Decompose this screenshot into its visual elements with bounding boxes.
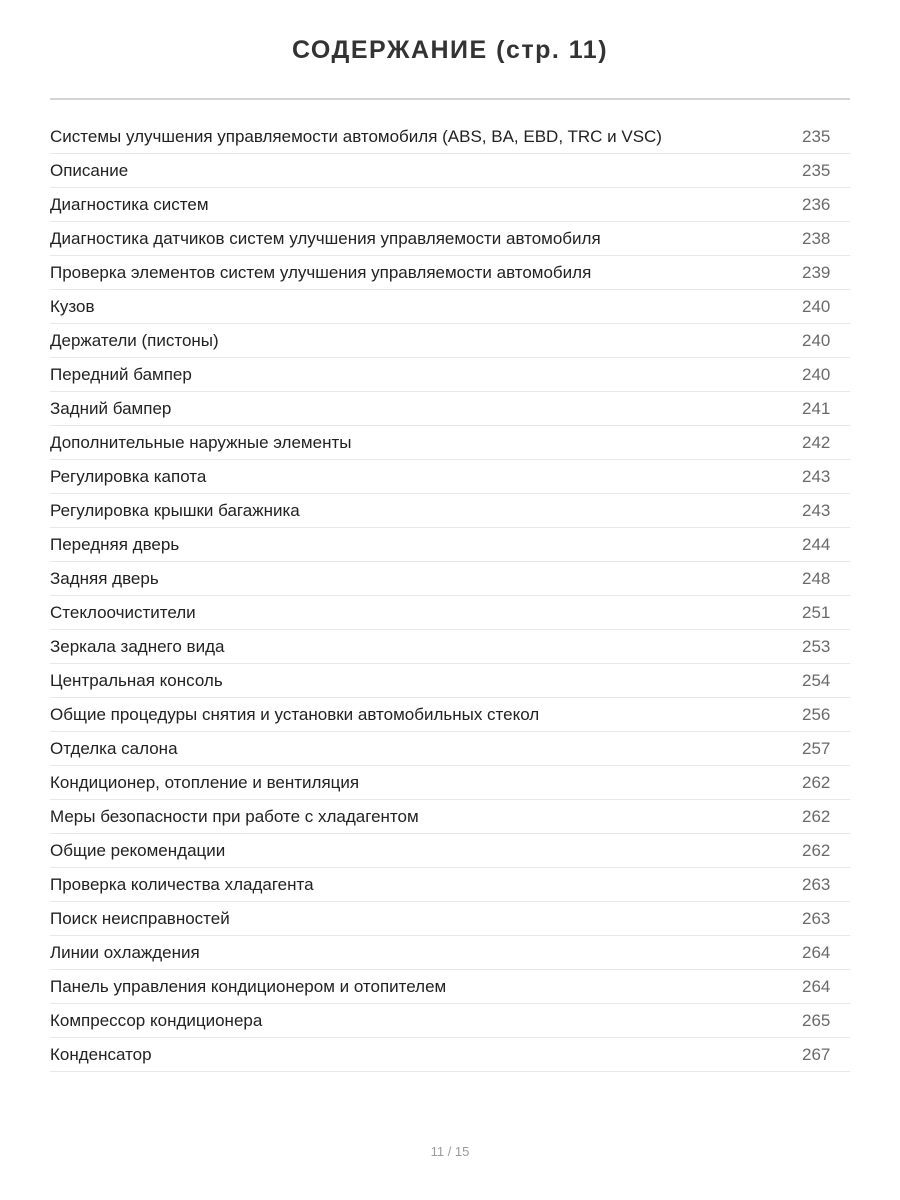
toc-entry-page: 251 bbox=[802, 602, 831, 622]
toc-entry-page: 235 bbox=[802, 160, 831, 180]
toc-entry-label: Конденсатор bbox=[50, 1044, 152, 1064]
toc-entry[interactable] bbox=[50, 256, 850, 290]
page-title: СОДЕРЖАНИЕ (стр. 11) bbox=[291, 36, 609, 64]
toc-entry-page: 239 bbox=[802, 262, 831, 282]
toc-entry-label: Регулировка капота bbox=[50, 466, 207, 486]
toc-entry[interactable] bbox=[50, 120, 850, 154]
toc-entry-label: Передний бампер bbox=[50, 364, 192, 384]
toc-entry-label: Диагностика датчиков систем улучшения управляемости автомобиля bbox=[50, 228, 601, 248]
toc-entry[interactable] bbox=[50, 1038, 850, 1072]
toc-entry-page: 267 bbox=[802, 1044, 831, 1064]
toc-entry-label: Держатели (пистоны) bbox=[50, 330, 219, 350]
toc-entry-page: 240 bbox=[802, 330, 831, 350]
toc-entry-label: Компрессор кондиционера bbox=[50, 1010, 263, 1030]
toc-entry-page: 265 bbox=[802, 1010, 831, 1030]
toc-entry-page: 236 bbox=[802, 194, 831, 214]
toc-entry-label: Кондиционер, отопление и вентиляция bbox=[50, 772, 360, 792]
toc-entry[interactable] bbox=[50, 936, 850, 970]
toc-entry[interactable] bbox=[50, 732, 850, 766]
toc-entry-label: Стеклоочистители bbox=[50, 602, 196, 622]
toc-entry[interactable] bbox=[50, 290, 850, 324]
toc-entry[interactable] bbox=[50, 562, 850, 596]
toc-list bbox=[50, 120, 850, 1072]
toc-entry-page: 238 bbox=[802, 228, 831, 248]
toc-entry-label: Проверка элементов систем улучшения управляемости автомобиля bbox=[50, 262, 592, 282]
toc-entry-label: Меры безопасности при работе с хладагентом bbox=[50, 806, 419, 826]
toc-entry-page: 262 bbox=[802, 772, 831, 792]
title-divider bbox=[50, 98, 850, 100]
toc-entry-page: 244 bbox=[802, 534, 831, 554]
toc-entry[interactable] bbox=[50, 460, 850, 494]
toc-entry-page: 254 bbox=[802, 670, 831, 690]
toc-entry-label: Кузов bbox=[50, 296, 95, 316]
toc-entry-page: 257 bbox=[802, 738, 831, 758]
toc-entry[interactable] bbox=[50, 902, 850, 936]
toc-entry[interactable] bbox=[50, 766, 850, 800]
toc-entry[interactable] bbox=[50, 324, 850, 358]
toc-entry-page: 253 bbox=[802, 636, 831, 656]
toc-entry-label: Проверка количества хладагента bbox=[50, 874, 314, 894]
toc-entry-page: 263 bbox=[802, 908, 831, 928]
toc-entry-page: 242 bbox=[802, 432, 831, 452]
toc-entry[interactable] bbox=[50, 528, 850, 562]
toc-entry-label: Задняя дверь bbox=[50, 568, 159, 588]
toc-entry[interactable] bbox=[50, 426, 850, 460]
toc-entry-label: Отделка салона bbox=[50, 738, 178, 758]
toc-entry-page: 240 bbox=[802, 296, 831, 316]
toc-entry[interactable] bbox=[50, 868, 850, 902]
toc-entry-page: 235 bbox=[802, 126, 831, 146]
toc-entry-label: Диагностика систем bbox=[50, 194, 209, 214]
toc-entry-page: 256 bbox=[802, 704, 831, 724]
toc-entry-label: Общие процедуры снятия и установки автомобильных стекол bbox=[50, 704, 540, 724]
toc-entry-page: 248 bbox=[802, 568, 831, 588]
toc-entry[interactable] bbox=[50, 154, 850, 188]
toc-entry[interactable] bbox=[50, 188, 850, 222]
toc-entry-label: Общие рекомендации bbox=[50, 840, 226, 860]
toc-entry-label: Системы улучшения управляемости автомобиля (ABS, BA, EBD, TRC и VSC) bbox=[50, 126, 662, 146]
toc-entry[interactable] bbox=[50, 392, 850, 426]
toc-entry-page: 243 bbox=[802, 500, 831, 520]
toc-entry-page: 262 bbox=[802, 840, 831, 860]
toc-entry[interactable] bbox=[50, 494, 850, 528]
toc-entry-label: Линии охлаждения bbox=[50, 942, 200, 962]
toc-entry-label: Регулировка крышки багажника bbox=[50, 500, 300, 520]
toc-entry-label: Передняя дверь bbox=[50, 534, 180, 554]
toc-entry-page: 241 bbox=[802, 398, 831, 418]
toc-entry[interactable] bbox=[50, 970, 850, 1004]
toc-entry[interactable] bbox=[50, 358, 850, 392]
toc-entry[interactable] bbox=[50, 596, 850, 630]
toc-entry[interactable] bbox=[50, 698, 850, 732]
toc-entry-label: Описание bbox=[50, 160, 129, 180]
toc-entry-page: 264 bbox=[802, 942, 831, 962]
toc-entry-page: 263 bbox=[802, 874, 831, 894]
toc-entry-label: Центральная консоль bbox=[50, 670, 223, 690]
toc-entry[interactable] bbox=[50, 222, 850, 256]
toc-entry-page: 240 bbox=[802, 364, 831, 384]
toc-entry-label: Задний бампер bbox=[50, 398, 172, 418]
toc-entry[interactable] bbox=[50, 834, 850, 868]
page-counter: 11 / 15 bbox=[430, 1144, 470, 1159]
toc-entry-page: 264 bbox=[802, 976, 831, 996]
toc-entry-label: Поиск неисправностей bbox=[50, 908, 230, 928]
toc-entry-page: 243 bbox=[802, 466, 831, 486]
toc-entry-label: Дополнительные наружные элементы bbox=[50, 432, 352, 452]
toc-entry[interactable] bbox=[50, 664, 850, 698]
toc-entry[interactable] bbox=[50, 1004, 850, 1038]
toc-entry[interactable] bbox=[50, 800, 850, 834]
toc-entry-page: 262 bbox=[802, 806, 831, 826]
toc-entry[interactable] bbox=[50, 630, 850, 664]
toc-entry-label: Панель управления кондиционером и отопителем bbox=[50, 976, 447, 996]
toc-entry-label: Зеркала заднего вида bbox=[50, 636, 225, 656]
